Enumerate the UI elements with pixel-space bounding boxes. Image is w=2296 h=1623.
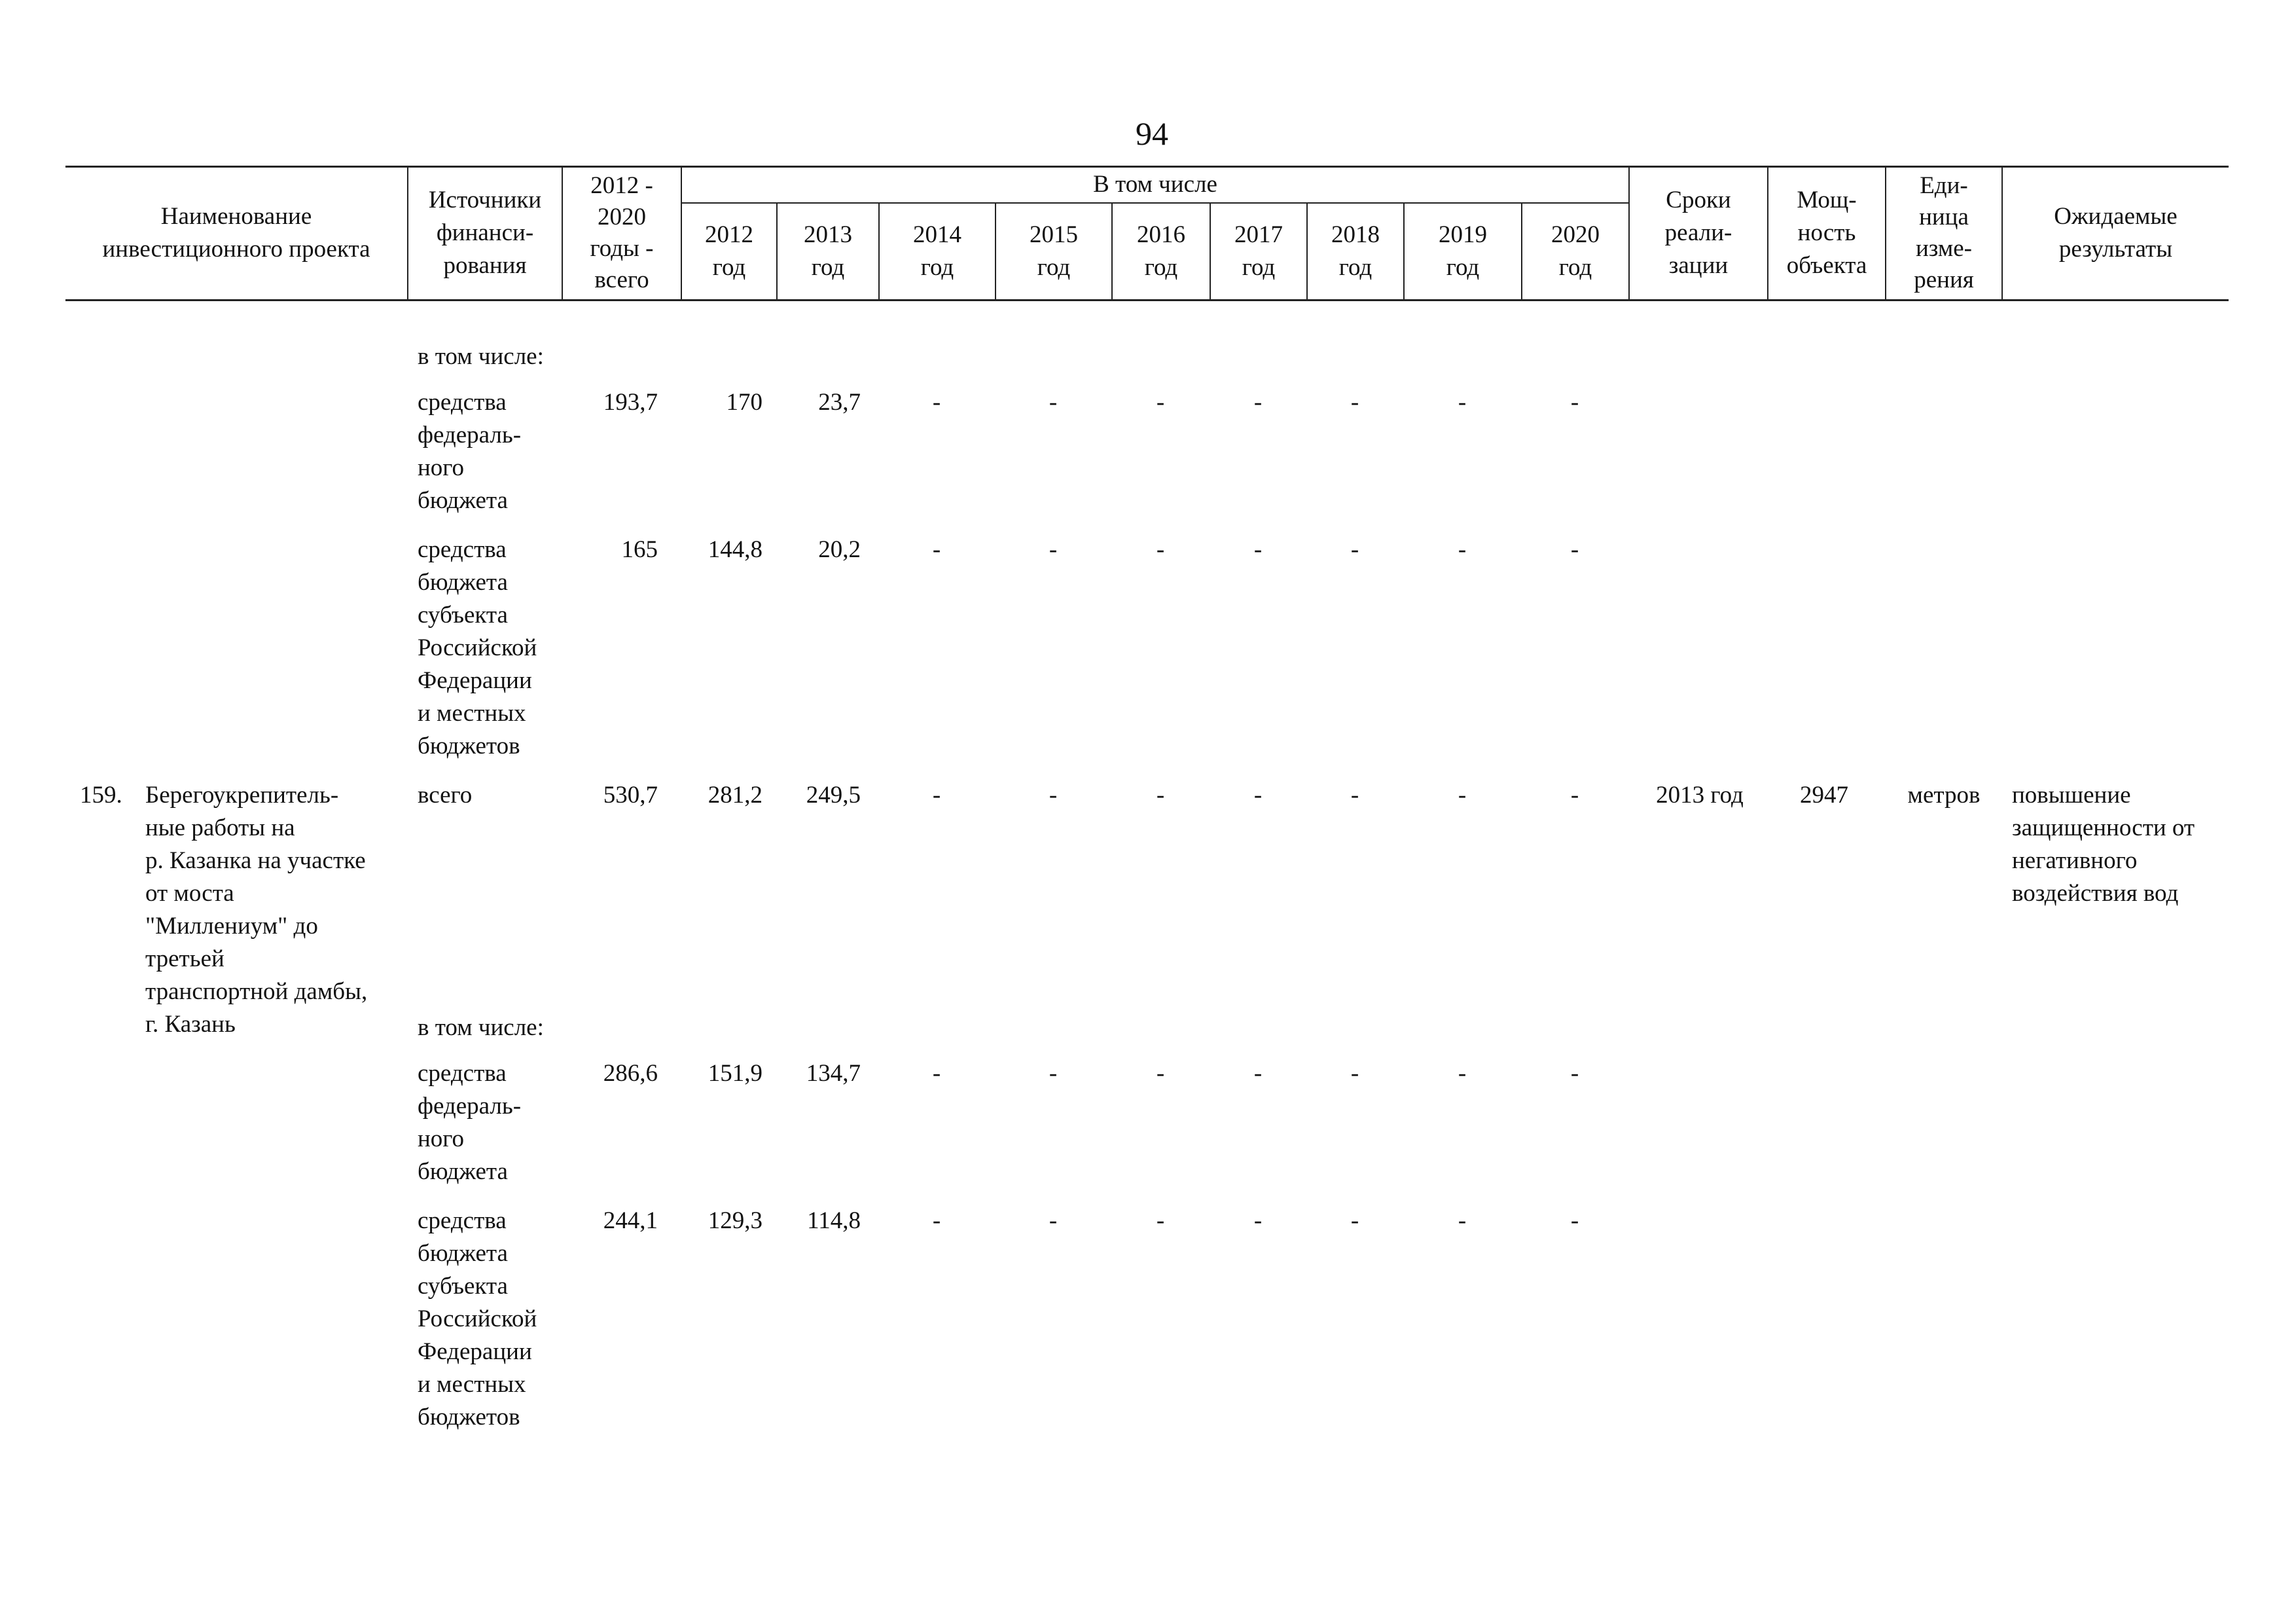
header-capacity-col: Мощ- ность объекта [1786, 187, 1867, 279]
project-terms: 2013 год [1656, 782, 1744, 809]
value-cell: - [1156, 1060, 1165, 1087]
value-cell: 281,2 [708, 782, 762, 809]
header-year-2016: 2016 год [1137, 221, 1185, 281]
value-cell: 193,7 [603, 389, 658, 416]
value-cell: - [1253, 1060, 1263, 1087]
source-text: Российской [418, 634, 537, 661]
source-text: в том числе: [418, 343, 544, 370]
value-cell: 129,3 [708, 1207, 762, 1234]
value-cell: - [1570, 1207, 1579, 1234]
header-total-col: 2012 - 2020 годы - всего [590, 172, 654, 293]
header-results-col: Ожидаемые результаты [2054, 203, 2178, 263]
value-cell: - [1350, 782, 1359, 809]
value-cell: 23,7 [818, 389, 861, 416]
value-cell: 165 [621, 536, 658, 563]
value-cell: - [1049, 536, 1058, 563]
value-cell: 144,8 [708, 536, 762, 563]
value-cell: - [932, 1207, 941, 1234]
value-cell: - [932, 389, 941, 416]
source-text: Российской [418, 1305, 537, 1332]
project-unit: метров [1907, 782, 1981, 809]
source-text: федераль- [418, 422, 522, 448]
source-text: бюджетов [418, 1404, 520, 1431]
value-cell: - [1049, 1207, 1058, 1234]
source-text: бюджетов [418, 733, 520, 759]
header-including: В том числе [1093, 171, 1217, 198]
source-text: ного [418, 1125, 465, 1152]
value-cell: - [1570, 782, 1579, 809]
value-cell: 170 [726, 389, 762, 416]
project-results: негативного [2012, 847, 2138, 874]
value-cell: - [932, 536, 941, 563]
header-year-2014: 2014 год [913, 221, 961, 281]
value-cell: - [1156, 389, 1165, 416]
value-cell: - [1156, 1207, 1165, 1234]
project-results: повышение [2012, 782, 2131, 809]
source-text: средства [418, 1207, 507, 1234]
value-cell: - [1570, 536, 1579, 563]
source-text: средства [418, 536, 507, 563]
source-text: и местных [418, 1371, 526, 1398]
project-number: 159. [80, 782, 122, 809]
source-text: средства [418, 389, 507, 416]
page-number: 94 [1136, 115, 1168, 152]
value-cell: 151,9 [708, 1060, 762, 1087]
value-cell: 249,5 [806, 782, 861, 809]
value-cell: - [1570, 389, 1579, 416]
project-name: р. Казанка на участке [145, 847, 366, 874]
project-name: третьей [145, 945, 224, 972]
value-cell: - [1350, 389, 1359, 416]
value-cell: - [1570, 1060, 1579, 1087]
header-year-2012: 2012 год [705, 221, 753, 281]
value-cell: - [1458, 1207, 1467, 1234]
value-cell: - [1458, 782, 1467, 809]
project-name: транспортной дамбы, [145, 978, 368, 1005]
source-text: ного [418, 454, 465, 481]
value-cell: 134,7 [806, 1060, 861, 1087]
source-text: бюджета [418, 487, 508, 514]
header-year-2018: 2018 год [1331, 221, 1380, 281]
project-capacity: 2947 [1800, 782, 1848, 809]
value-cell: - [1049, 389, 1058, 416]
source-text: Федерации [418, 667, 532, 694]
source-text: бюджета [418, 1240, 508, 1267]
value-cell: 244,1 [603, 1207, 658, 1234]
header-terms-col: Сроки реали- зации [1664, 187, 1732, 279]
source-text: субъекта [418, 602, 508, 629]
value-cell: 20,2 [818, 536, 861, 563]
value-cell: - [1049, 782, 1058, 809]
project-results: защищенности от [2012, 814, 2195, 841]
value-cell: - [1253, 389, 1263, 416]
project-name: ные работы на [145, 814, 295, 841]
header-year-2019: 2019 год [1439, 221, 1487, 281]
header-unit-col: Еди- ница изме- рения [1914, 172, 1974, 293]
value-cell: - [1458, 536, 1467, 563]
source-text: и местных [418, 700, 526, 727]
header-source-col: Источники финанси- рования [428, 187, 542, 279]
source-text: бюджета [418, 1158, 508, 1185]
header-mid-rule [681, 202, 1628, 204]
source-text: в том числе: [418, 1014, 544, 1041]
project-results: воздействия вод [2012, 880, 2179, 907]
value-cell: - [932, 1060, 941, 1087]
header-bottom-rule [65, 299, 2229, 301]
header-year-2020: 2020 год [1551, 221, 1600, 281]
value-cell: - [1458, 389, 1467, 416]
value-cell: - [1253, 536, 1263, 563]
header-year-2017: 2017 год [1234, 221, 1283, 281]
source-text: субъекта [418, 1273, 508, 1300]
header-name-col: Наименование инвестиционного проекта [102, 203, 370, 263]
header-year-2015: 2015 год [1030, 221, 1078, 281]
header-year-2013: 2013 год [804, 221, 852, 281]
source-text: бюджета [418, 569, 508, 596]
value-cell: - [1049, 1060, 1058, 1087]
value-cell: - [1350, 1060, 1359, 1087]
project-name: г. Казань [145, 1011, 236, 1038]
value-cell: - [1458, 1060, 1467, 1087]
value-cell: - [1350, 1207, 1359, 1234]
value-cell: - [932, 782, 941, 809]
project-name: от моста [145, 880, 234, 907]
value-cell: - [1253, 1207, 1263, 1234]
source-text: всего [418, 782, 473, 809]
source-text: федераль- [418, 1093, 522, 1120]
value-cell: - [1350, 536, 1359, 563]
source-text: Федерации [418, 1338, 532, 1365]
value-cell: 286,6 [603, 1060, 658, 1087]
project-name: Берегоукрепитель- [145, 782, 339, 809]
value-cell: 114,8 [807, 1207, 861, 1234]
source-text: средства [418, 1060, 507, 1087]
value-cell: 530,7 [603, 782, 658, 809]
project-name: "Миллениум" до [145, 913, 318, 939]
value-cell: - [1156, 536, 1165, 563]
value-cell: - [1253, 782, 1263, 809]
value-cell: - [1156, 782, 1165, 809]
